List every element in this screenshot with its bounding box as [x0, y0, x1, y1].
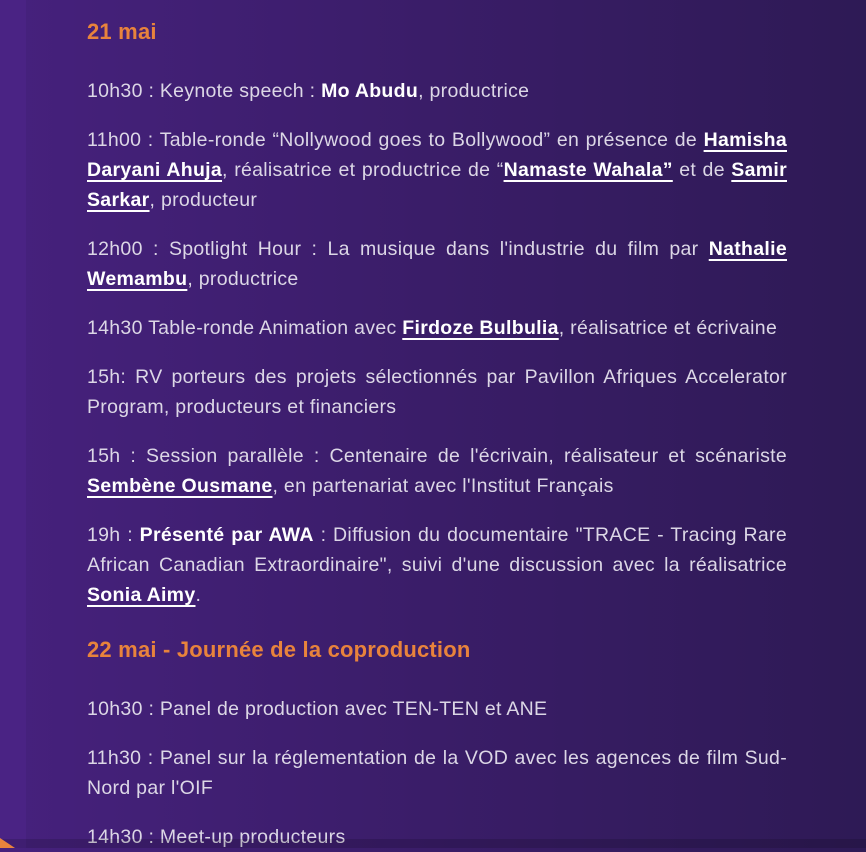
section-heading: 22 mai - Journée de la coproduction — [87, 637, 471, 662]
event-text: , productrice — [418, 80, 530, 102]
event-item — [87, 125, 787, 215]
event-text: , en partenariat avec l'Institut Français — [272, 475, 614, 497]
event-text: 10h30 : Panel de production avec TEN-TEN et ANE — [87, 698, 548, 720]
event-item — [87, 441, 787, 501]
event-text: 15h : Session parallèle : Centenaire de l'écrivain, réalisateur et scénariste — [87, 445, 787, 467]
event-text: 12h00 : Spotlight Hour : La musique dans l'industrie du film par — [87, 238, 709, 260]
event-text: 14h30 Table-ronde Animation avec — [87, 317, 403, 339]
person-link[interactable]: Sonia Aimy — [87, 584, 196, 606]
person-link[interactable]: Samir Sarkar — [87, 159, 787, 211]
event-text: 15h: RV porteurs des projets sélectionnés par Pavillon Afriques Accelerator Program, producteurs et financiers — [87, 366, 787, 418]
person-link[interactable]: Firdoze Bulbulia — [402, 317, 559, 339]
event-text: , producteur — [149, 189, 258, 211]
bold-text: Mo Abudu — [321, 80, 419, 102]
section-heading: 21 mai — [87, 19, 157, 44]
event-text: et de — [672, 159, 732, 181]
event-text: : Diffusion du documentaire "TRACE - Tracing Rare African Canadian Extraordinaire", suivi d'une discussion avec la réalisatrice — [87, 524, 787, 576]
event-item — [87, 362, 787, 422]
event-item — [87, 520, 787, 610]
bottom-edge-band — [0, 839, 866, 848]
event-text: , réalisatrice et productrice de “ — [222, 159, 504, 181]
person-link[interactable]: Sembène Ousmane — [87, 475, 273, 497]
bold-text: Présenté par AWA — [139, 524, 314, 546]
event-item — [87, 76, 787, 106]
event-text: 11h30 : Panel sur la réglementation de la VOD avec les agences de film Sud-Nord par l'OIF — [87, 747, 787, 799]
person-link[interactable]: Nathalie Wemambu — [87, 238, 787, 290]
event-text: 19h : — [87, 524, 140, 546]
event-text: 11h00 : Table-ronde “Nollywood goes to Bollywood” en présence de — [87, 129, 704, 151]
event-text: , réalisatrice et écrivaine — [558, 317, 778, 339]
event-item — [87, 694, 787, 724]
event-item — [87, 743, 787, 803]
person-link[interactable]: Namaste Wahala” — [503, 159, 673, 181]
event-text: . — [195, 584, 202, 606]
event-text: 10h30 : Keynote speech : — [87, 80, 322, 102]
person-link[interactable]: Hamisha Daryani Ahuja — [87, 129, 787, 181]
event-item — [87, 234, 787, 294]
event-item — [87, 313, 787, 343]
event-text: 14h30 : Meet-up producteurs — [87, 826, 346, 848]
event-text: , productrice — [187, 268, 299, 290]
